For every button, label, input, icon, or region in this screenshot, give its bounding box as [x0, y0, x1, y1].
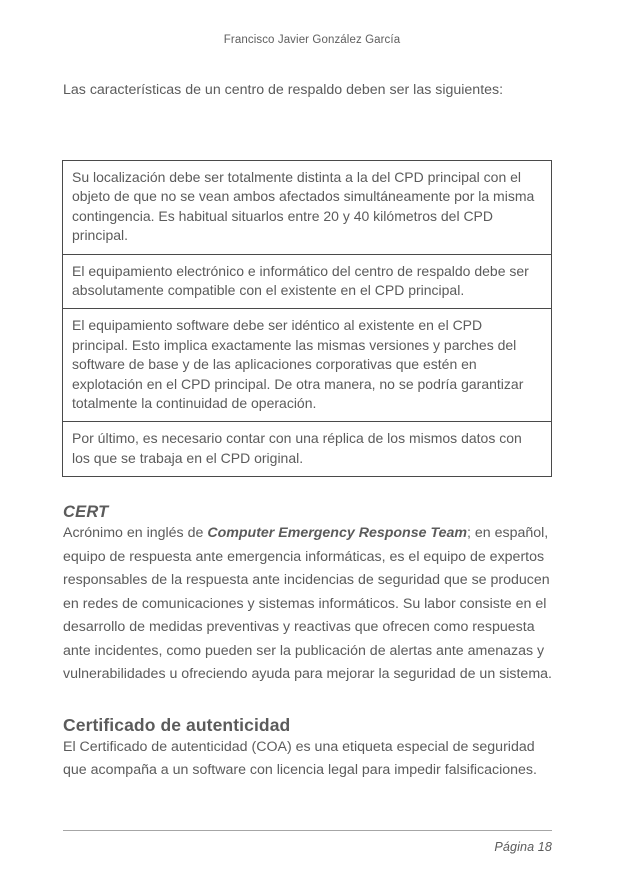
section-cert [63, 503, 552, 522]
paragraph-certificado-autenticidad: El Certificado de autenticidad (COA) es una etiqueta especial de seguridad que acompaña a un software con licencia legal para impedir falsificaciones. [63, 738, 537, 779]
table-row [63, 161, 552, 255]
table-row [63, 422, 552, 477]
section-certificado [63, 715, 552, 736]
paragraph-cert-rest: ; en español, equipo de respuesta ante emergencia informáticas, es el equipo de expertos responsables de la respuesta ante incidencias de seguridad que se producen en redes de comunicaciones y sistemas informáticos. Su labor consiste en el desarrollo de medidas preventivas y reactivas que ofrecen como respuesta ante incidentes, como pueden ser la publicación de alertas ante amenazas y vulnerabilidades u ofreciendo ayuda para mejorar la seguridad de un sistema. [63, 525, 552, 683]
table-cell: El equipamiento software debe ser idéntico al existente en el CPD principal. Esto implica exactamente las mismas versiones y parches del software de base y de las aplicaciones corporativas que estén en explotación en el CPD principal. De otra manera, no se podría garantizar totalmente la continuidad de operación. [63, 309, 552, 422]
document-content [63, 80, 552, 783]
table-cell: Su localización debe ser totalmente distinta a la del CPD principal con el objeto de que no se vean ambos afectados simultáneamente por la misma contingencia. Es habitual situarlos entre 20 y 40 kilómetros del CPD principal. [63, 161, 552, 255]
features-table [62, 160, 552, 477]
table-cell: El equipamiento electrónico e informático del centro de respaldo debe ser absolutamente compatible con el existente en el CPD principal. [63, 254, 552, 309]
paragraph-cert-lead: Acrónimo en inglés de [63, 525, 208, 542]
intro-paragraph: Las características de un centro de respaldo deben ser las siguientes: [63, 82, 504, 98]
page-number-label: Página 18 [494, 840, 552, 854]
heading-cert: CERT [63, 503, 109, 522]
page-footer [63, 830, 552, 854]
footer-divider [63, 830, 552, 831]
table-row [63, 254, 552, 309]
features-table-wrapper [62, 160, 552, 477]
running-header-author: Francisco Javier González García [223, 34, 401, 46]
heading-certificado-autenticidad: Certificado de autenticidad [63, 714, 291, 735]
paragraph-cert-emphasis: Computer Emergency Response Team [207, 525, 467, 542]
table-row [63, 309, 552, 422]
paragraph-cert [63, 522, 552, 687]
table-cell: Por último, es necesario contar con una réplica de los mismos datos con los que se trabaja en el CPD original. [63, 422, 552, 477]
